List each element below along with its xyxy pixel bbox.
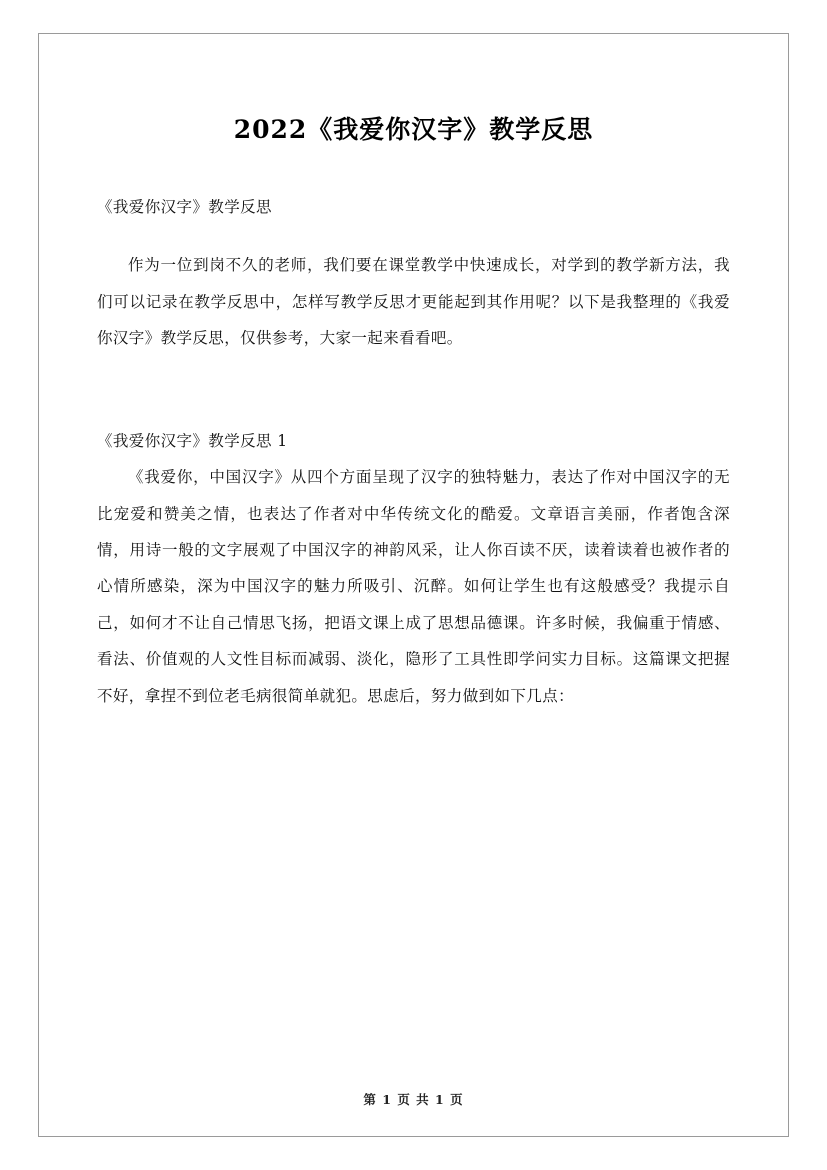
page-content-area [97,74,730,1116]
page-footer: 第 1 页 共 1 页 [363,1092,464,1107]
subtitle-line: 《我爱你汉字》教学反思 [97,198,272,216]
section-1-heading: 《我爱你汉字》教学反思 1 [97,431,288,450]
intro-paragraph: 作为一位到岗不久的老师，我们要在课堂教学中快速成长，对学到的教学新方法，我们可以记录在教学反思中，怎样写教学反思才更能起到其作用呢？以下是我整理的《我爱你汉字》教学反思，仅供参考，大家一起来看看吧。 [97,256,730,348]
paragraph-spacer [97,225,730,247]
page-title: 2022《我爱你汉字》教学反思 [233,115,594,144]
section-1-body: 《我爱你，中国汉字》从四个方面呈现了汉字的独特魅力，表达了作对中国汉字的无比宠爱和赞美之情，也表达了作者对中华传统文化的酷爱。文章语言美丽，作者饱含深情，用诗一般的文字展观了中国汉字的神韵风采，让人你百读不厌，读着读着也被作者的心情所感染，深为中国汉字的魅力所吸引、沉醉。如何让学生也有这般感受？我提示自己，如何才不让自己情思飞扬，把语文课上成了思想品德课。许多时候，我偏重于情感、看法、价值观的人文性目标而减弱、淡化，隐形了工具性即学问实力目标。这篇课文把握不好，拿捏不到位老毛病很简单就犯。思虑后，努力做到如下几点： [97,468,730,705]
section-spacer [97,357,730,423]
document-body [97,189,730,714]
document-page [38,33,789,1137]
